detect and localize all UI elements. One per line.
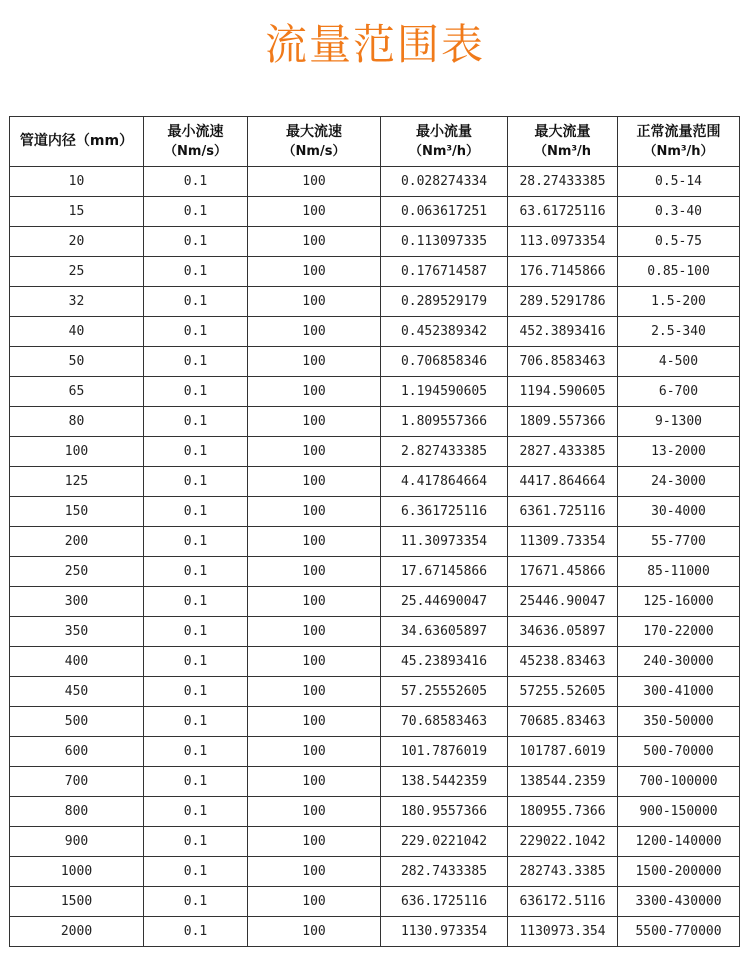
max-velocity-cell: 100 — [248, 887, 381, 917]
max-velocity-cell: 100 — [248, 287, 381, 317]
max-flow-cell: 6361.725116 — [508, 497, 618, 527]
max-velocity-cell: 100 — [248, 797, 381, 827]
max-velocity-cell: 100 — [248, 197, 381, 227]
normal-flow-range-cell: 6-700 — [618, 377, 740, 407]
max-flow-cell: 176.7145866 — [508, 257, 618, 287]
max-flow-cell: 63.61725116 — [508, 197, 618, 227]
max-flow-cell: 4417.864664 — [508, 467, 618, 497]
max-flow-cell: 2827.433385 — [508, 437, 618, 467]
header-label: 最小流量 — [416, 123, 472, 140]
min-velocity-cell: 0.1 — [144, 437, 248, 467]
min-velocity-cell: 0.1 — [144, 797, 248, 827]
min-velocity-cell: 0.1 — [144, 617, 248, 647]
table-row — [10, 737, 740, 767]
max-flow-cell: 1194.590605 — [508, 377, 618, 407]
min-velocity-cell: 0.1 — [144, 857, 248, 887]
pipe-diameter-cell: 600 — [10, 737, 144, 767]
min-flow-cell: 17.67145866 — [381, 557, 508, 587]
min-flow-cell: 0.706858346 — [381, 347, 508, 377]
table-row — [10, 467, 740, 497]
pipe-diameter-cell: 450 — [10, 677, 144, 707]
pipe-diameter-cell: 2000 — [10, 917, 144, 947]
normal-flow-range-cell: 30-4000 — [618, 497, 740, 527]
min-flow-cell: 0.063617251 — [381, 197, 508, 227]
max-velocity-cell: 100 — [248, 377, 381, 407]
normal-flow-range-cell: 1.5-200 — [618, 287, 740, 317]
normal-flow-range-cell: 5500-770000 — [618, 917, 740, 947]
pipe-diameter-cell: 40 — [10, 317, 144, 347]
pipe-diameter-cell: 15 — [10, 197, 144, 227]
min-flow-cell: 180.9557366 — [381, 797, 508, 827]
normal-flow-range-cell: 13-2000 — [618, 437, 740, 467]
pipe-diameter-cell: 800 — [10, 797, 144, 827]
min-flow-cell: 101.7876019 — [381, 737, 508, 767]
min-velocity-cell: 0.1 — [144, 587, 248, 617]
pipe-diameter-cell: 25 — [10, 257, 144, 287]
min-flow-cell: 45.23893416 — [381, 647, 508, 677]
max-flow-cell: 45238.83463 — [508, 647, 618, 677]
table-row — [10, 857, 740, 887]
max-velocity-cell: 100 — [248, 647, 381, 677]
normal-flow-range-cell: 500-70000 — [618, 737, 740, 767]
max-velocity-cell: 100 — [248, 317, 381, 347]
normal-flow-range-cell: 170-22000 — [618, 617, 740, 647]
max-velocity-cell: 100 — [248, 557, 381, 587]
max-velocity-cell: 100 — [248, 827, 381, 857]
normal-flow-range-cell: 900-150000 — [618, 797, 740, 827]
min-flow-cell: 25.44690047 — [381, 587, 508, 617]
min-flow-cell: 0.289529179 — [381, 287, 508, 317]
header-unit: （Nm³/h — [533, 143, 592, 159]
pipe-diameter-cell: 125 — [10, 467, 144, 497]
max-flow-cell: 101787.6019 — [508, 737, 618, 767]
min-velocity-cell: 0.1 — [144, 827, 248, 857]
max-flow-cell: 70685.83463 — [508, 707, 618, 737]
table-body — [10, 167, 740, 947]
min-velocity-cell: 0.1 — [144, 407, 248, 437]
min-velocity-cell: 0.1 — [144, 557, 248, 587]
max-flow-cell: 28.27433385 — [508, 167, 618, 197]
min-flow-cell: 11.30973354 — [381, 527, 508, 557]
normal-flow-range-cell: 2.5-340 — [618, 317, 740, 347]
max-flow-cell: 138544.2359 — [508, 767, 618, 797]
min-velocity-cell: 0.1 — [144, 467, 248, 497]
table-row — [10, 887, 740, 917]
min-flow-cell: 138.5442359 — [381, 767, 508, 797]
table-row — [10, 677, 740, 707]
table-row — [10, 707, 740, 737]
normal-flow-range-cell: 4-500 — [618, 347, 740, 377]
normal-flow-range-cell: 0.5-14 — [618, 167, 740, 197]
min-flow-cell: 0.176714587 — [381, 257, 508, 287]
header-label: 最大流量 — [534, 123, 591, 140]
min-velocity-cell: 0.1 — [144, 317, 248, 347]
normal-flow-range-cell: 9-1300 — [618, 407, 740, 437]
pipe-diameter-cell: 50 — [10, 347, 144, 377]
header-max-velocity — [248, 117, 381, 167]
min-velocity-cell: 0.1 — [144, 347, 248, 377]
normal-flow-range-cell: 0.85-100 — [618, 257, 740, 287]
table-row — [10, 797, 740, 827]
header-normal-flow-range — [618, 117, 740, 167]
header-min-flow — [381, 117, 508, 167]
max-flow-cell: 11309.73354 — [508, 527, 618, 557]
max-flow-cell: 113.0973354 — [508, 227, 618, 257]
min-flow-cell: 1.194590605 — [381, 377, 508, 407]
max-velocity-cell: 100 — [248, 347, 381, 377]
table-row — [10, 827, 740, 857]
max-velocity-cell: 100 — [248, 737, 381, 767]
max-flow-cell: 57255.52605 — [508, 677, 618, 707]
max-flow-cell: 229022.1042 — [508, 827, 618, 857]
min-velocity-cell: 0.1 — [144, 887, 248, 917]
min-flow-cell: 0.113097335 — [381, 227, 508, 257]
min-velocity-cell: 0.1 — [144, 287, 248, 317]
max-velocity-cell: 100 — [248, 167, 381, 197]
normal-flow-range-cell: 350-50000 — [618, 707, 740, 737]
flow-range-table — [9, 116, 740, 947]
max-flow-cell: 17671.45866 — [508, 557, 618, 587]
min-flow-cell: 0.452389342 — [381, 317, 508, 347]
normal-flow-range-cell: 0.3-40 — [618, 197, 740, 227]
table-row — [10, 407, 740, 437]
min-flow-cell: 229.0221042 — [381, 827, 508, 857]
table-row — [10, 587, 740, 617]
min-velocity-cell: 0.1 — [144, 707, 248, 737]
max-velocity-cell: 100 — [248, 437, 381, 467]
min-flow-cell: 6.361725116 — [381, 497, 508, 527]
min-velocity-cell: 0.1 — [144, 737, 248, 767]
table-row — [10, 287, 740, 317]
table-row — [10, 617, 740, 647]
pipe-diameter-cell: 200 — [10, 527, 144, 557]
table-row — [10, 647, 740, 677]
pipe-diameter-cell: 150 — [10, 497, 144, 527]
header-label: 管道内径（mm） — [19, 133, 134, 149]
min-velocity-cell: 0.1 — [144, 197, 248, 227]
header-unit: （Nm³/h） — [408, 143, 480, 159]
table-header — [10, 117, 740, 167]
table-row — [10, 257, 740, 287]
header-max-flow — [508, 117, 618, 167]
max-flow-cell: 706.8583463 — [508, 347, 618, 377]
pipe-diameter-cell: 65 — [10, 377, 144, 407]
max-velocity-cell: 100 — [248, 527, 381, 557]
header-pipe-diameter — [10, 117, 144, 167]
table-row — [10, 317, 740, 347]
max-flow-cell: 282743.3385 — [508, 857, 618, 887]
pipe-diameter-cell: 900 — [10, 827, 144, 857]
min-flow-cell: 57.25552605 — [381, 677, 508, 707]
max-flow-cell: 1809.557366 — [508, 407, 618, 437]
table-row — [10, 917, 740, 947]
max-flow-cell: 452.3893416 — [508, 317, 618, 347]
table-row — [10, 437, 740, 467]
max-velocity-cell: 100 — [248, 467, 381, 497]
max-velocity-cell: 100 — [248, 767, 381, 797]
max-velocity-cell: 100 — [248, 917, 381, 947]
header-label: 最小流速 — [167, 123, 224, 140]
min-velocity-cell: 0.1 — [144, 767, 248, 797]
min-velocity-cell: 0.1 — [144, 917, 248, 947]
header-unit: （Nm³/h） — [643, 143, 714, 159]
min-velocity-cell: 0.1 — [144, 647, 248, 677]
pipe-diameter-cell: 20 — [10, 227, 144, 257]
pipe-diameter-cell: 80 — [10, 407, 144, 437]
table-row — [10, 347, 740, 377]
normal-flow-range-cell: 55-7700 — [618, 527, 740, 557]
max-velocity-cell: 100 — [248, 587, 381, 617]
pipe-diameter-cell: 300 — [10, 587, 144, 617]
max-flow-cell: 636172.5116 — [508, 887, 618, 917]
table-row — [10, 227, 740, 257]
min-velocity-cell: 0.1 — [144, 377, 248, 407]
min-flow-cell: 4.417864664 — [381, 467, 508, 497]
min-flow-cell: 1.809557366 — [381, 407, 508, 437]
min-flow-cell: 282.7433385 — [381, 857, 508, 887]
min-flow-cell: 1130.973354 — [381, 917, 508, 947]
table-row — [10, 497, 740, 527]
table-row — [10, 197, 740, 227]
pipe-diameter-cell: 1000 — [10, 857, 144, 887]
header-unit: （Nm/s） — [164, 143, 227, 159]
min-velocity-cell: 0.1 — [144, 677, 248, 707]
max-velocity-cell: 100 — [248, 227, 381, 257]
max-velocity-cell: 100 — [248, 707, 381, 737]
pipe-diameter-cell: 350 — [10, 617, 144, 647]
table-row — [10, 557, 740, 587]
min-flow-cell: 0.028274334 — [381, 167, 508, 197]
normal-flow-range-cell: 1500-200000 — [618, 857, 740, 887]
pipe-diameter-cell: 32 — [10, 287, 144, 317]
pipe-diameter-cell: 400 — [10, 647, 144, 677]
table-row — [10, 167, 740, 197]
normal-flow-range-cell: 1200-140000 — [618, 827, 740, 857]
normal-flow-range-cell: 240-30000 — [618, 647, 740, 677]
header-label: 最大流速 — [286, 123, 342, 140]
min-velocity-cell: 0.1 — [144, 527, 248, 557]
min-flow-cell: 70.68583463 — [381, 707, 508, 737]
max-velocity-cell: 100 — [248, 617, 381, 647]
min-velocity-cell: 0.1 — [144, 227, 248, 257]
pipe-diameter-cell: 100 — [10, 437, 144, 467]
min-flow-cell: 636.1725116 — [381, 887, 508, 917]
header-unit: （Nm/s） — [282, 143, 346, 159]
pipe-diameter-cell: 700 — [10, 767, 144, 797]
min-velocity-cell: 0.1 — [144, 497, 248, 527]
max-velocity-cell: 100 — [248, 407, 381, 437]
pipe-diameter-cell: 250 — [10, 557, 144, 587]
max-velocity-cell: 100 — [248, 857, 381, 887]
min-flow-cell: 2.827433385 — [381, 437, 508, 467]
max-flow-cell: 289.5291786 — [508, 287, 618, 317]
min-flow-cell: 34.63605897 — [381, 617, 508, 647]
max-velocity-cell: 100 — [248, 497, 381, 527]
header-label: 正常流量范围 — [636, 123, 721, 140]
min-velocity-cell: 0.1 — [144, 167, 248, 197]
max-flow-cell: 34636.05897 — [508, 617, 618, 647]
normal-flow-range-cell: 125-16000 — [618, 587, 740, 617]
pipe-diameter-cell: 1500 — [10, 887, 144, 917]
header-min-velocity — [144, 117, 248, 167]
table-row — [10, 767, 740, 797]
normal-flow-range-cell: 700-100000 — [618, 767, 740, 797]
max-velocity-cell: 100 — [248, 677, 381, 707]
table-header-row — [10, 117, 740, 167]
table-row — [10, 377, 740, 407]
normal-flow-range-cell: 0.5-75 — [618, 227, 740, 257]
normal-flow-range-cell: 85-11000 — [618, 557, 740, 587]
max-flow-cell: 180955.7366 — [508, 797, 618, 827]
page-title: 流量范围表 — [264, 20, 485, 69]
max-velocity-cell: 100 — [248, 257, 381, 287]
max-flow-cell: 1130973.354 — [508, 917, 618, 947]
normal-flow-range-cell: 300-41000 — [618, 677, 740, 707]
normal-flow-range-cell: 3300-430000 — [618, 887, 740, 917]
min-velocity-cell: 0.1 — [144, 257, 248, 287]
pipe-diameter-cell: 10 — [10, 167, 144, 197]
pipe-diameter-cell: 500 — [10, 707, 144, 737]
table-row — [10, 527, 740, 557]
normal-flow-range-cell: 24-3000 — [618, 467, 740, 497]
max-flow-cell: 25446.90047 — [508, 587, 618, 617]
